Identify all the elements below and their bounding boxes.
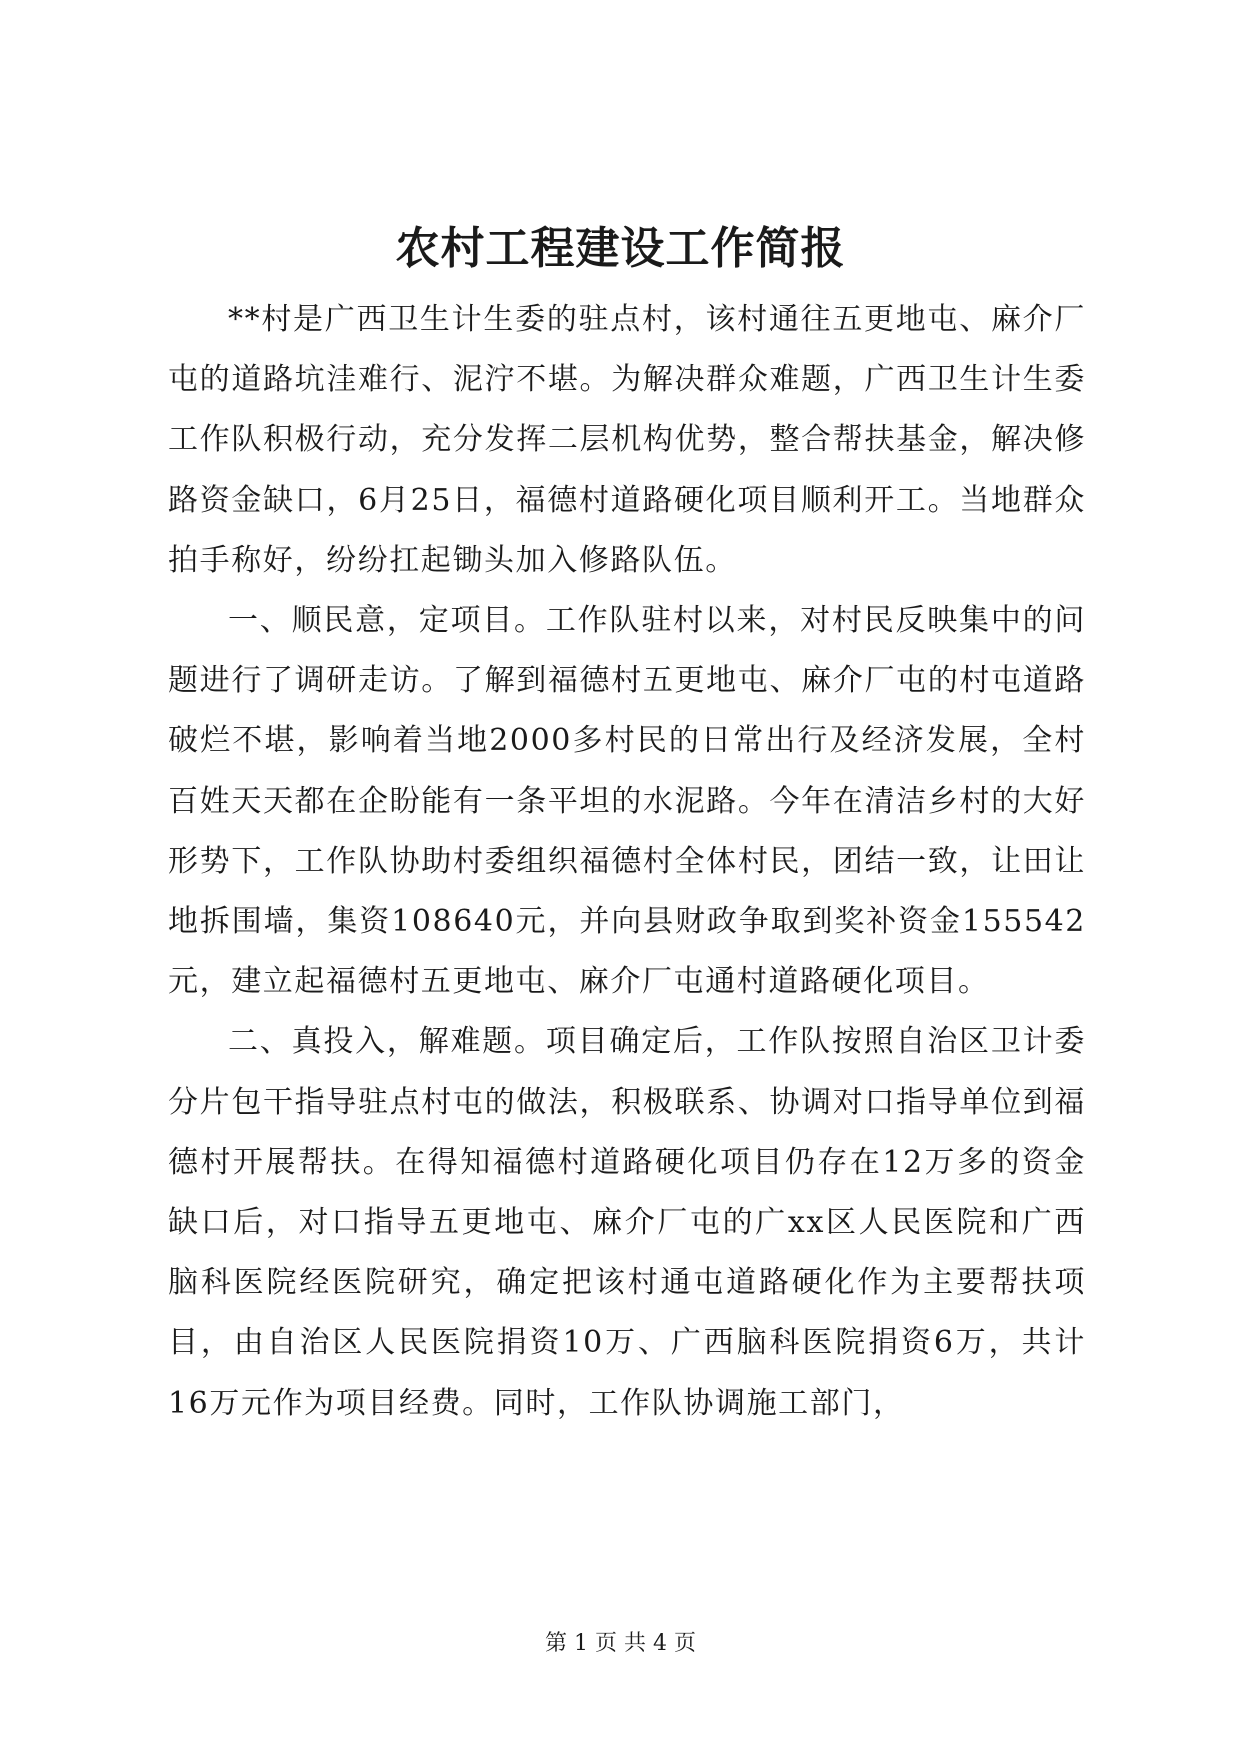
page-number-footer: 第 1 页 共 4 页 [545, 1631, 696, 1656]
paragraph-section-1: 一、顺民意，定项目。工作队驻村以来，对村民反映集中的问题进行了调研走访。了解到福德村五更地屯、麻介厂屯的村屯道路破烂不堪，影响着当地2000多村民的日常出行及经济发展，全村百姓天天都在企盼能有一条平坦的水泥路。今年在清洁乡村的大好形势下，工作队协助村委组织福德村全体村民，团结一致，让田让地拆围墙，集资108640元，并向县财政争取到奖补资金155542元，建立起福德村五更地屯、麻介厂屯通村道路硬化项目。 [168, 603, 1086, 1000]
paragraph-section-2: 二、真投入，解难题。项目确定后，工作队按照自治区卫计委分片包干指导驻点村屯的做法，积极联系、协调对口指导单位到福德村开展帮扶。在得知福德村道路硬化项目仍存在12万多的资金缺口后，对口指导五更地屯、麻介厂屯的广xx区人民医院和广西脑科医院经医院研究，确定把该村通屯道路硬化作为主要帮扶项目，由自治区人民医院捐资10万、广西脑科医院捐资6万，共计16万元作为项目经费。同时，工作队协调施工部门， [168, 1024, 1086, 1421]
paragraph-intro: **村是广西卫生计生委的驻点村，该村通往五更地屯、麻介厂屯的道路坑洼难行、泥泞不堪。为解决群众难题，广西卫生计生委工作队积极行动，充分发挥二层机构优势，整合帮扶基金，解决修路资金缺口，6月25日，福德村道路硬化项目顺利开工。当地群众拍手称好，纷纷扛起锄头加入修路队伍。 [168, 302, 1086, 578]
document-title: 农村工程建设工作简报 [395, 223, 846, 274]
document-body [168, 290, 1086, 1434]
